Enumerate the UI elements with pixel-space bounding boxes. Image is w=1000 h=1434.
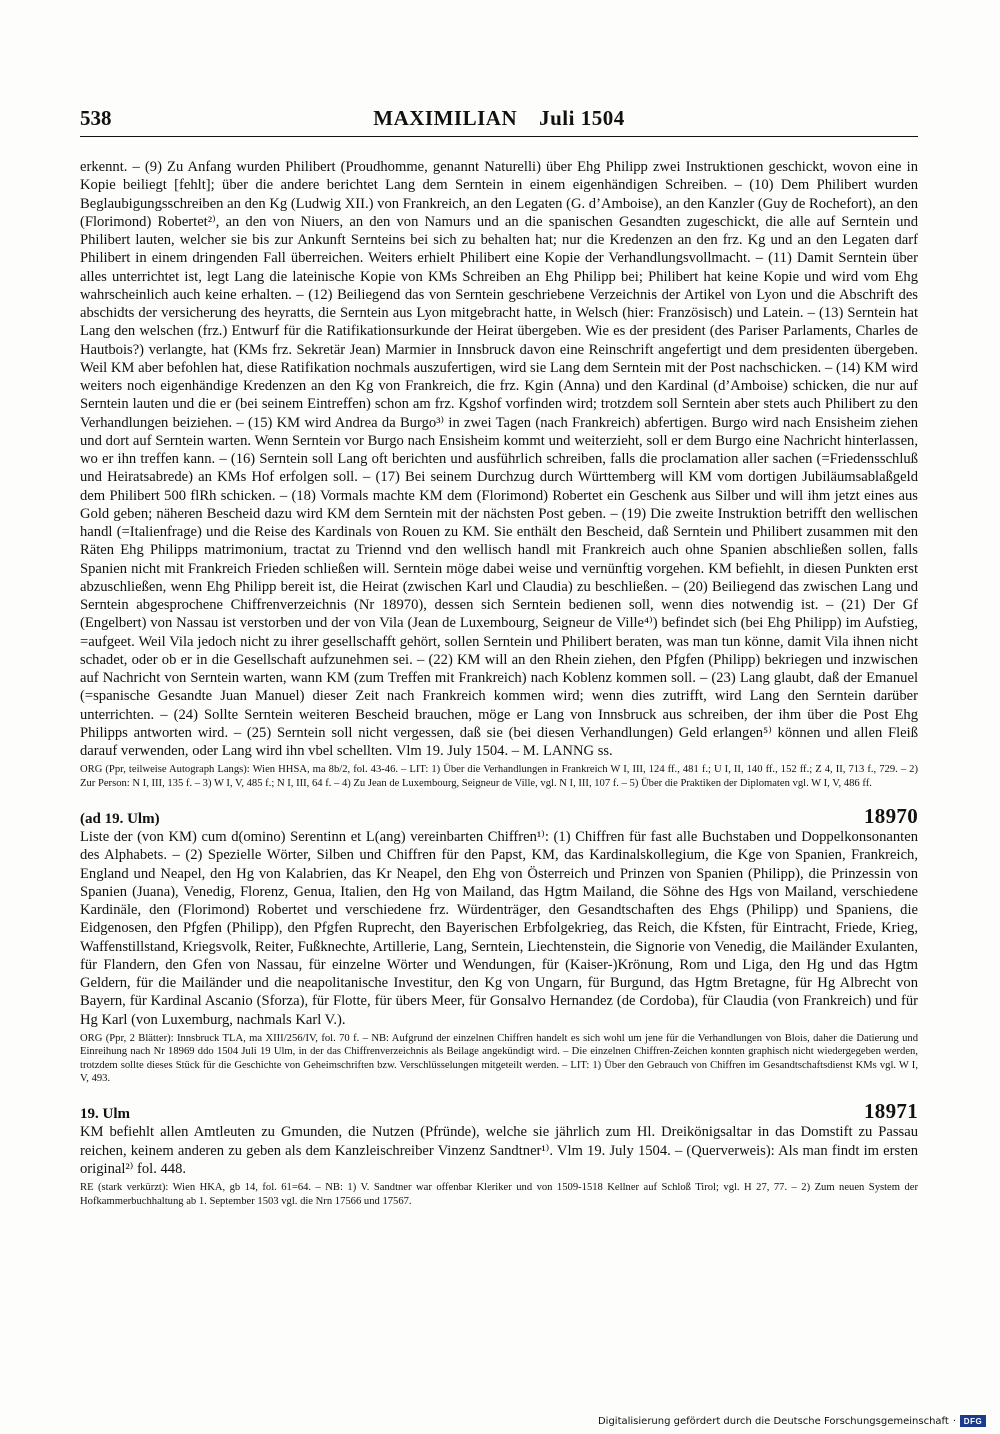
entry-heading [80,1099,918,1123]
entry-note: RE (stark verkürzt): Wien HKA, gb 14, fol. 61=64. – NB: 1) V. Sandtner war offenbar Kleriker und von 1509-1518 Kellner auf Schloß Tirol; vgl. H 27, 77. – 2) Zum neuen System der Hofkammerbuchhaltung ab 1. September 1503 vgl. die Nrn 17566 und 17567. [80,1182,918,1207]
entry-note: ORG (Ppr, 2 Blätter): Innsbruck TLA, ma XIII/256/IV, fol. 70 f. – NB: Aufgrund der einzelnen Chiffren handelt es sich wohl um jene für die Verhandlungen von Blois, daher die Datierung und Einreihung nach Nr 18969 ddo 1504 Juli 19 Ulm, in der das Chiffrenverzeichnis als Beilage angekündigt wird. – Die einzelnen Chiffren-Zeichen konnten graphisch nicht wiedergegeben werden, trotzdem sollte dieses Stück für die Geschichte von Geheimschriften bzw. Verschlüsselungen mitgeteilt werden. – LIT: 1) Über den Gebrauch von Chiffren im Gesandtschaftsdienst KMs vgl. W I, V, 493. [80,1032,918,1085]
dfg-logo-icon: DFG [960,1415,986,1427]
entry-18970 [80,804,918,1085]
page-content [80,158,918,1208]
running-head-title: MAXIMILIAN [373,106,518,130]
continuation-body: erkennt. – (9) Zu Anfang wurden Philibert (Proudhomme, genannt Naturelli) über Ehg Philipp zwei Instruktionen geschickt, wovon eine in Kopie beiliegt [fehlt]; über die andere berichtet Lang dem Serntein in einem eigenhändigen Schreiben. – (10) Dem Philibert wurden Beglaubigungsschreiben an den Kg (Ludwig XII.) von Frankreich, an den Legaten (G. d’Amboise), an den Kanzler (Guy de Rochefort), an den (Florimond) Robertet²⁾, an den von Niuers, an den von Namurs und an die spanischen Gesandten zugeschickt, die alle auf Serntein und Philibert lauten, welcher sie bis zur Ankunft Sernteins bei sich zu behalten hat; nur die Kredenzen an den frz. Kg und an den Legaten darf Philibert in einem dringenden Fall überreichen. Weiters erhielt Philibert eine Kopie der Verhandlungsvollmacht. – (11) Damit Serntein über alles unterrichtet ist, legt Lang die lateinische Kopie von KMs Schreiben an Ehg Philipp bei; Philibert hat keine Kopie und wird vom Ehg wahrscheinlich auch keine erhalten. – (12) Beiliegend das von Serntein geschriebene Verzeichnis der Artikel von Lyon und die Abschrift des abschidts der versicherung des heyratts, die Serntein aus Lyon mitgebracht hatte, in Welsch (hier: Französisch) und Latein. – (13) Serntein hat Lang den welschen (frz.) Entwurf für die Ratifikationsurkunde der Heirat übergeben. Wie es der president (des Pariser Parlaments, Charles de Hautbois?) verlangte, hat (KMs frz. Sekretär Jean) Marmier in Innsbruck davon eine Reinschrift angefertigt und dem presidenten übergeben. Weil KM aber befohlen hat, diese Ratifikation nochmals auszufertigen, wird sie Lang dem Serntein mit der Post nachschicken. – (14) KM wird weiters noch eigenhändige Kredenzen an den Kg von Frankreich, die frz. Kgin (Anna) und den Kardinal (d’Amboise) schicken, die nur auf Serntein lauten und die er (bei seinem Eintreffen) schon am frz. Kgshof vorfinden wird; trotzdem soll Serntein aber stets auch Philibert zu den Verhandlungen beiziehen. – (15) KM wird Andrea da Burgo³⁾ in zwei Tagen (nach Frankreich) abfertigen. Burgo wird nach Ensisheim ziehen und dort auf Serntein warten. Wenn Serntein vor Burgo nach Ensisheim kommt und weiterzieht, soll er dem Burgo eine Nachricht hinterlassen, wo er ihn treffen kann. – (16) Serntein soll Lang oft berichten und ausführlich schreiben, falls die proclamation aller sachen (=Friedensschluß und Heiratsabrede) an KMs Hof erfolgen soll. – (17) Bei seinem Durchzug durch Württemberg will KM vom dortigen Jubiläumsablaßgeld dem Philibert 500 flRh schicken. – (18) Vormals machte KM dem (Florimond) Robertet ein Geschenk aus Silber und will ihm jetzt eines aus Gold geben; näheren Bescheid dazu wird KM dem Serntein mit der nächsten Post geben. – (19) Die zweite Instruktion betrifft den wellischen handl (=Italienfrage) und die Reise des Kardinals von Rouen zu KM. Sie enthält den Bescheid, daß Serntein und Philibert zusammen mit den Räten Ehg Philipps matrimonium, tractat zu Triennd vnd den wellisch handl mit Frankreich auch ohne Spanien abschließen sollen, falls Spanien nicht mit Frankreich Frieden schließen will. Serntein möge dabei weise und vernünftig vorgehen. KM befiehlt, in diesen Punkten erst abzuschließen, wenn Ehg Philipp bereit ist, die Heirat (zwischen Karl und Claudia) zu beschließen. – (20) Beiliegend das zwischen Lang und Serntein abgesprochene Chiffrenverzeichnis (Nr 18970), dessen sich Serntein bedienen soll, wenn dies notwendig ist. – (21) Der Gf (Engelbert) von Nassau ist verstorben und der von Vila (Jean de Luxembourg, Seigneur de Ville⁴⁾) befindet sich (bei Ehg Philipp) im Aufstieg, =aufgeet. Weil Vila jedoch nicht zu ihrer gesellschafft gehört, sollen Serntein und Philibert beraten, was man tun könne, damit Vila ihnen nicht schadet, oder ob er in die Gesellschaft aufzunehmen sei. – (22) KM will an den Rhein ziehen, den Pfgfen (Philipp) bekriegen und inzwischen auf Nachricht von Serntein warten, wann KM (zum Treffen mit Frankreich) nach Koblenz kommen soll. – (23) Lang glaubt, daß der Emanuel (=spanische Gesandte Juan Manuel) dieser Zeit nach Frankreich kommen wird; wenn dies zutrifft, wird Lang den Serntein darüber unterrichten. – (24) Sollte Serntein weiteren Bescheid brauchen, möge er Lang von Innsbruck aus schreiben, der ihm über die Post Ehg Philipps antworten wird. – (25) Serntein soll nicht vergessen, daß sie (bei diesen Verhandlungen) Geld erlangen⁵⁾ können und allen Fleiß darauf verwenden, oder Lang wird ihn vbel schellten. Vlm 19. July 1504. – M. LANNG ss. [80,159,918,759]
running-head-date: Juli 1504 [539,106,625,130]
footer-credit: Digitalisierung gefördert durch die Deutsche Forschungsgemeinschaft [597,1415,949,1427]
running-head [80,106,918,131]
page-header [80,106,918,137]
entry-body: KM befiehlt allen Amtleuten zu Gmunden, die Nutzen (Pfründe), welche sie jährlich zum Hl. Dreikönigsaltar in das Domstift zu Passau reichen, keinem anderen zu geben als dem Kanzleischreiber Vinzenz Sandtner¹⁾. Vlm 19. July 1504. – (Querverweis): Als man findt im ersten original²⁾ fol. 448. [80,1124,918,1177]
entry-number: 18970 [864,804,918,829]
entry-place: (ad 19. Ulm) [80,811,160,828]
page-number: 538 [80,106,112,130]
footer-separator: · [952,1415,956,1427]
digitization-footer [598,1412,986,1430]
entry-heading [80,804,918,828]
entry-place: 19. Ulm [80,1106,130,1123]
continuation-note: ORG (Ppr, teilweise Autograph Langs): Wien HHSA, ma 8b/2, fol. 43-46. – LIT: 1) Über die Verhandlungen in Frankreich W I, III, 124 ff., 481 f.; U I, II, 140 ff., 152 ff.; Z 4, II, 713 f., 729. – 2) Zur Person: N I, III, 135 f. – 3) W I, V, 485 f.; N I, III, 64 f. – 4) Zu Jean de Luxembourg, Seigneur de Ville, vgl. N I, III, 107 f. – 5) Über die Praktiken der Diplomaten vgl. W I, V, 486 ff. [80,764,918,789]
entry-number: 18971 [864,1099,918,1124]
entry-body: Liste der (von KM) cum d(omino) Serentinn et L(ang) vereinbarten Chiffren¹⁾: (1) Chiffren für fast alle Buchstaben und Doppelkonsonanten des Alphabets. – (2) Spezielle Wörter, Silben und Chiffren für den Papst, KM, das Kardinalskollegium, die Kge von Spanien, Frankreich, England und Neapel, den Hg von Kalabrien, das Kr Neapel, den Ehg von Österreich und Prinzen von Spanien (Philipp), die Prinzessin von Spanien (Juana), Venedig, Florenz, Genua, Italien, den Hg von Mailand, das Hgtm Mailand, die Söhne des Hgs von Mailand, verschiedene Kardinäle, den (Florimond) Robertet und verschiedene frz. Würdenträger, den Gesandtschaften des Ehgs (Philipp) und Spaniens, die Eidgenosen, den Pfgfen (Philipp), den Pfgfen Ruprecht, den Bayerischen Erbfolgekrieg, das Reich, die Kfsten, für Eintracht, Friede, Krieg, Waffenstillstand, Kriegsvolk, Reiter, Fußknechte, Artillerie, Lang, Serntein, Liechtenstein, die Signorie von Venedig, die Mailänder Exulanten, für Flandern, den Gfen von Nassau, für einzelne Wörter und Wendungen, für (Kaiser-)Krönung, Rom und Liga, den Hg und das Hgtm Geldern, für die Mailänder und die neapolitanische Investitur, den Kg von Ungarn, für Burgund, das Hgtm Bretagne, für Hg Albrecht von Bayern, für Kardinal Ascanio (Sforza), für Flotte, für übers Meer, für Gonsalvo Hernandez (de Cordoba), für Claudia (von Frankreich) und für Hg Karl (von Luxemburg, nachmals Karl V.). [80,829,918,1028]
entry-18971 [80,1099,918,1208]
